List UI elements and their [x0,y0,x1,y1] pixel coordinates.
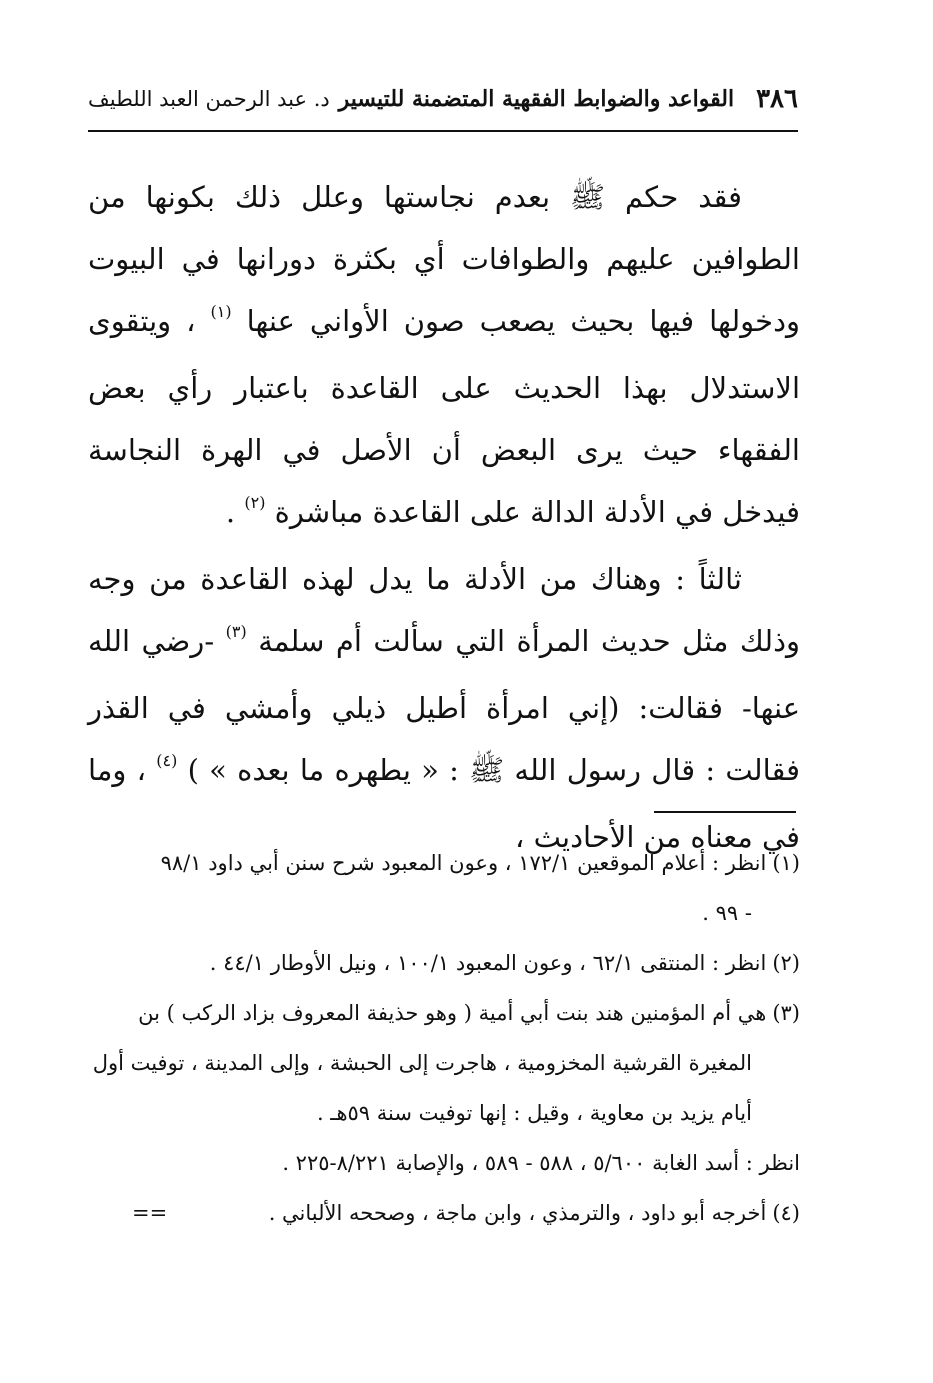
footnote-4 [86,1188,800,1238]
paragraph-2 [88,548,800,868]
footnote-marker: (٢) [244,493,266,512]
footnote-marker: (١) [210,302,232,321]
footnote-text: المغيرة القرشية المخزومية ، هاجرت إلى الحبشة ، وإلى المدينة ، توفيت أول [92,1051,752,1075]
footnote-number: (٢) [772,951,800,975]
footnote-text: انظر : المنتقى ٦٢/١ ، وعون المعبود ١٠٠/١ ، ونيل الأوطار ٤٤/١ . [209,951,767,975]
footnote-2 [86,938,800,988]
footnote-1 [86,838,800,938]
footnote-number: (٣) [772,1001,800,1025]
running-header [88,78,798,120]
footnotes [86,838,800,1238]
paragraph-text: ثالثاً : وهناك من الأدلة ما يدل لهذه القاعدة من وجه وذلك مثل حديث المرأة التي سألت أم سلمة [88,562,801,658]
footnote-text: - ٩٩ . [702,901,752,925]
book-title: القواعد والضوابط الفقهية المتضمنة للتيسير [338,86,735,112]
footnote-text: هي أم المؤمنين هند بنت أبي أمية ( وهو حذيفة المعروف بزاد الركب ) بن [138,1001,767,1025]
main-text [88,166,800,868]
footnote-text: أخرجه أبو داود ، والترمذي ، وابن ماجة ، وصححه الألباني . [268,1201,767,1225]
header-divider [88,130,798,132]
header-right-group [339,86,798,112]
paragraph-1 [88,166,800,548]
footnote-number: (١) [772,851,800,875]
page-number: ٣٨٦ [756,84,798,114]
paragraph-text: ، وما في معناه من الأحاديث ، [88,753,800,854]
paragraph-text: . [225,495,236,529]
continuation-mark: == [132,1201,168,1225]
paragraph-text: -رضي الله عنها- فقالت: (إني امرأة أطيل ذيلي وأمشي في القذر فقالت : قال رسول الله ﷺ : « يطهره ما بعده » ) [88,624,801,787]
footnote-number: (٤) [772,1201,800,1225]
footnote-text: أيام يزيد بن معاوية ، وقيل : إنها توفيت سنة ٥٩هـ . [316,1101,752,1125]
paragraph-text: فقد حكم ﷺ بعدم نجاستها وعلل ذلك بكونها من الطوافين عليهم والطوافات أي بكثرة دورانها في البيوت ودخولها فيها بحيث يصعب صون الأواني عنها [88,180,801,338]
footnote-marker: (٤) [156,751,178,770]
paragraph-text: ، ويتقوى الاستدلال بهذا الحديث على القاعدة باعتبار رأي بعض الفقهاء حيث يرى البعض أن الأصل في الهرة النجاسة فيدخل في الأدلة الدالة على القاعدة مباشرة [88,304,800,529]
footnote-text: انظر : أعلام الموقعين ١٧٢/١ ، وعون المعبود شرح سنن أبي داود ٩٨/١ [160,851,767,875]
footnote-marker: (٣) [225,622,247,641]
footnote-3 [86,988,800,1188]
author-name: د. عبد الرحمن العبد اللطيف [88,86,330,111]
footnote-divider [654,811,796,813]
footnote-text: انظر : أسد الغابة ٥/٦٠٠ ، ٥٨٨ - ٥٨٩ ، والإصابة ٨/٢٢١-٢٢٥ . [282,1151,800,1175]
